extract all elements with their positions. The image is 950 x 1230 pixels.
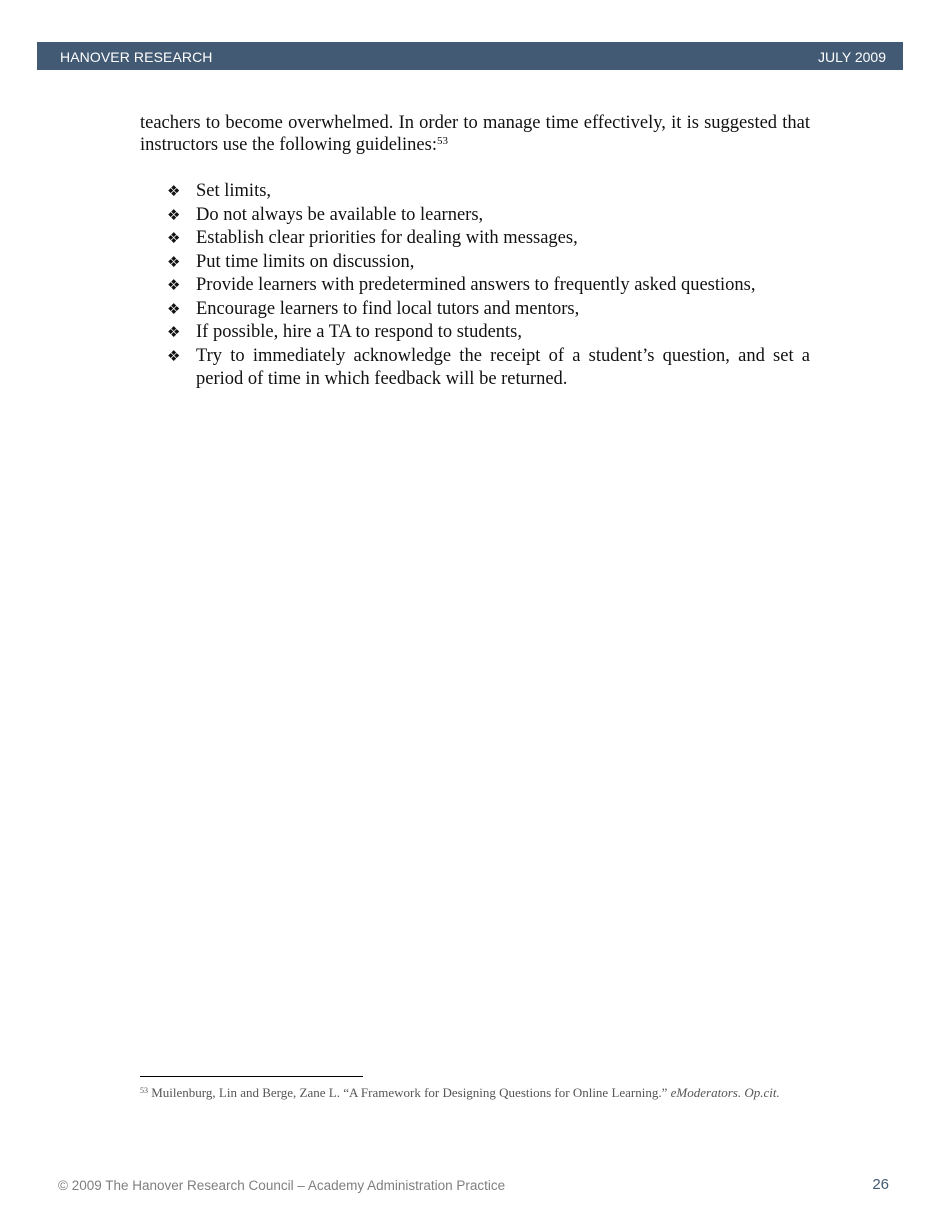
footnote-text: Muilenburg, Lin and Berge, Zane L. “A Framework for Designing Questions for Online Learning.” bbox=[148, 1085, 671, 1100]
diamond-cluster-icon: ❖ bbox=[167, 229, 181, 247]
diamond-cluster-icon: ❖ bbox=[167, 276, 181, 294]
page-number: 26 bbox=[872, 1176, 889, 1193]
header-organization: HANOVER RESEARCH bbox=[60, 49, 213, 65]
guidelines-list bbox=[167, 180, 810, 392]
list-item-text: Try to immediately acknowledge the receipt of a student’s question, and set a period of time in which feedback will be returned. bbox=[196, 345, 810, 389]
footer-copyright: © 2009 The Hanover Research Council – Academy Administration Practice bbox=[58, 1178, 506, 1193]
diamond-cluster-icon: ❖ bbox=[167, 346, 181, 365]
diamond-cluster-icon: ❖ bbox=[167, 323, 181, 341]
diamond-cluster-icon: ❖ bbox=[167, 205, 181, 224]
footnote-separator bbox=[140, 1076, 363, 1077]
diamond-cluster-icon: ❖ bbox=[167, 299, 181, 318]
footnote bbox=[140, 1084, 810, 1101]
list-item-text: Provide learners with predetermined answers to frequently asked questions, bbox=[196, 275, 756, 295]
list-item bbox=[167, 345, 810, 392]
header-date: JULY 2009 bbox=[818, 49, 886, 65]
list-item-text: Establish clear priorities for dealing with messages, bbox=[196, 228, 578, 248]
list-item-text: Encourage learners to find local tutors and mentors, bbox=[196, 298, 580, 319]
diamond-cluster-icon: ❖ bbox=[167, 252, 181, 271]
list-item bbox=[167, 251, 810, 275]
list-item bbox=[167, 180, 810, 204]
list-item bbox=[167, 298, 810, 322]
list-item-text: Do not always be available to learners, bbox=[196, 204, 484, 225]
list-item bbox=[167, 204, 810, 228]
list-item-text: If possible, hire a TA to respond to students, bbox=[196, 322, 522, 342]
list-item bbox=[167, 227, 810, 251]
running-header bbox=[37, 42, 903, 70]
list-item bbox=[167, 321, 810, 345]
list-item-text: Put time limits on discussion, bbox=[196, 251, 415, 272]
footnote-number: 53 bbox=[140, 1086, 148, 1095]
footnote-reference[interactable]: 53 bbox=[437, 135, 448, 147]
list-item bbox=[167, 274, 810, 298]
diamond-cluster-icon: ❖ bbox=[167, 182, 181, 200]
intro-text: teachers to become overwhelmed. In order to manage time effectively, it is suggested that instructors use the following guidelines: bbox=[140, 113, 810, 155]
intro-paragraph bbox=[140, 112, 810, 156]
list-item-text: Set limits, bbox=[196, 181, 272, 201]
footnote-source: eModerators. Op.cit. bbox=[670, 1085, 780, 1100]
